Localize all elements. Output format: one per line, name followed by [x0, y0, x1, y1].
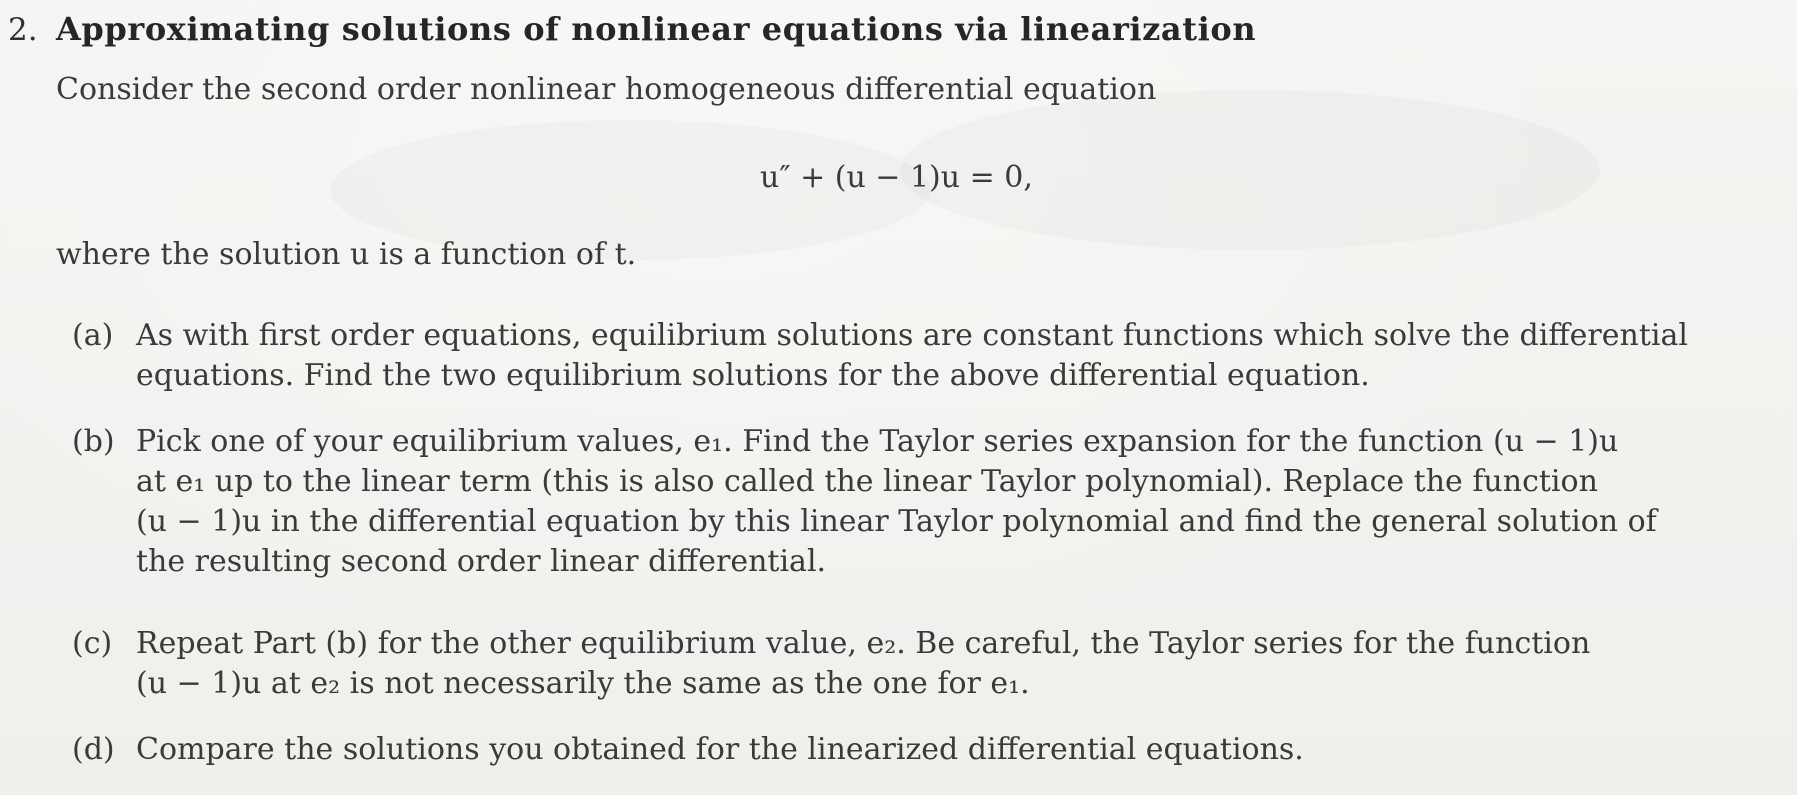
part-a-line: equations. Find the two equilibrium solutions for the above differential equation.: [136, 358, 1370, 393]
problem-number: 2.: [8, 12, 38, 48]
part-b-line: (u − 1)u in the differential equation by this linear Taylor polynomial and find the general solution of: [136, 504, 1657, 539]
part-b-line: Pick one of your equilibrium values, e₁. Find the Taylor series expansion for the function (u − 1)u: [136, 424, 1619, 459]
part-c-label: (c): [72, 626, 113, 661]
part-b-line: the resulting second order linear differential.: [136, 544, 827, 579]
differential-equation: u″ + (u − 1)u = 0,: [760, 160, 1033, 195]
part-c-line: Repeat Part (b) for the other equilibrium value, e₂. Be careful, the Taylor series for the function: [136, 626, 1591, 661]
part-d-line: Compare the solutions you obtained for the linearized differential equations.: [136, 732, 1304, 767]
part-a-label: (a): [72, 318, 114, 353]
part-b-line: at e₁ up to the linear term (this is also called the linear Taylor polynomial). Replace the function: [136, 464, 1598, 499]
part-a-line: As with first order equations, equilibrium solutions are constant functions which solve the differential: [136, 318, 1688, 353]
problem-intro: Consider the second order nonlinear homogeneous differential equation: [56, 72, 1157, 107]
part-d-label: (d): [72, 732, 115, 767]
problem-title: Approximating solutions of nonlinear equations via linearization: [56, 10, 1257, 48]
part-c-line: (u − 1)u at e₂ is not necessarily the same as the one for e₁.: [136, 666, 1030, 701]
part-b-label: (b): [72, 424, 115, 459]
solution-note: where the solution u is a function of t.: [56, 237, 637, 272]
